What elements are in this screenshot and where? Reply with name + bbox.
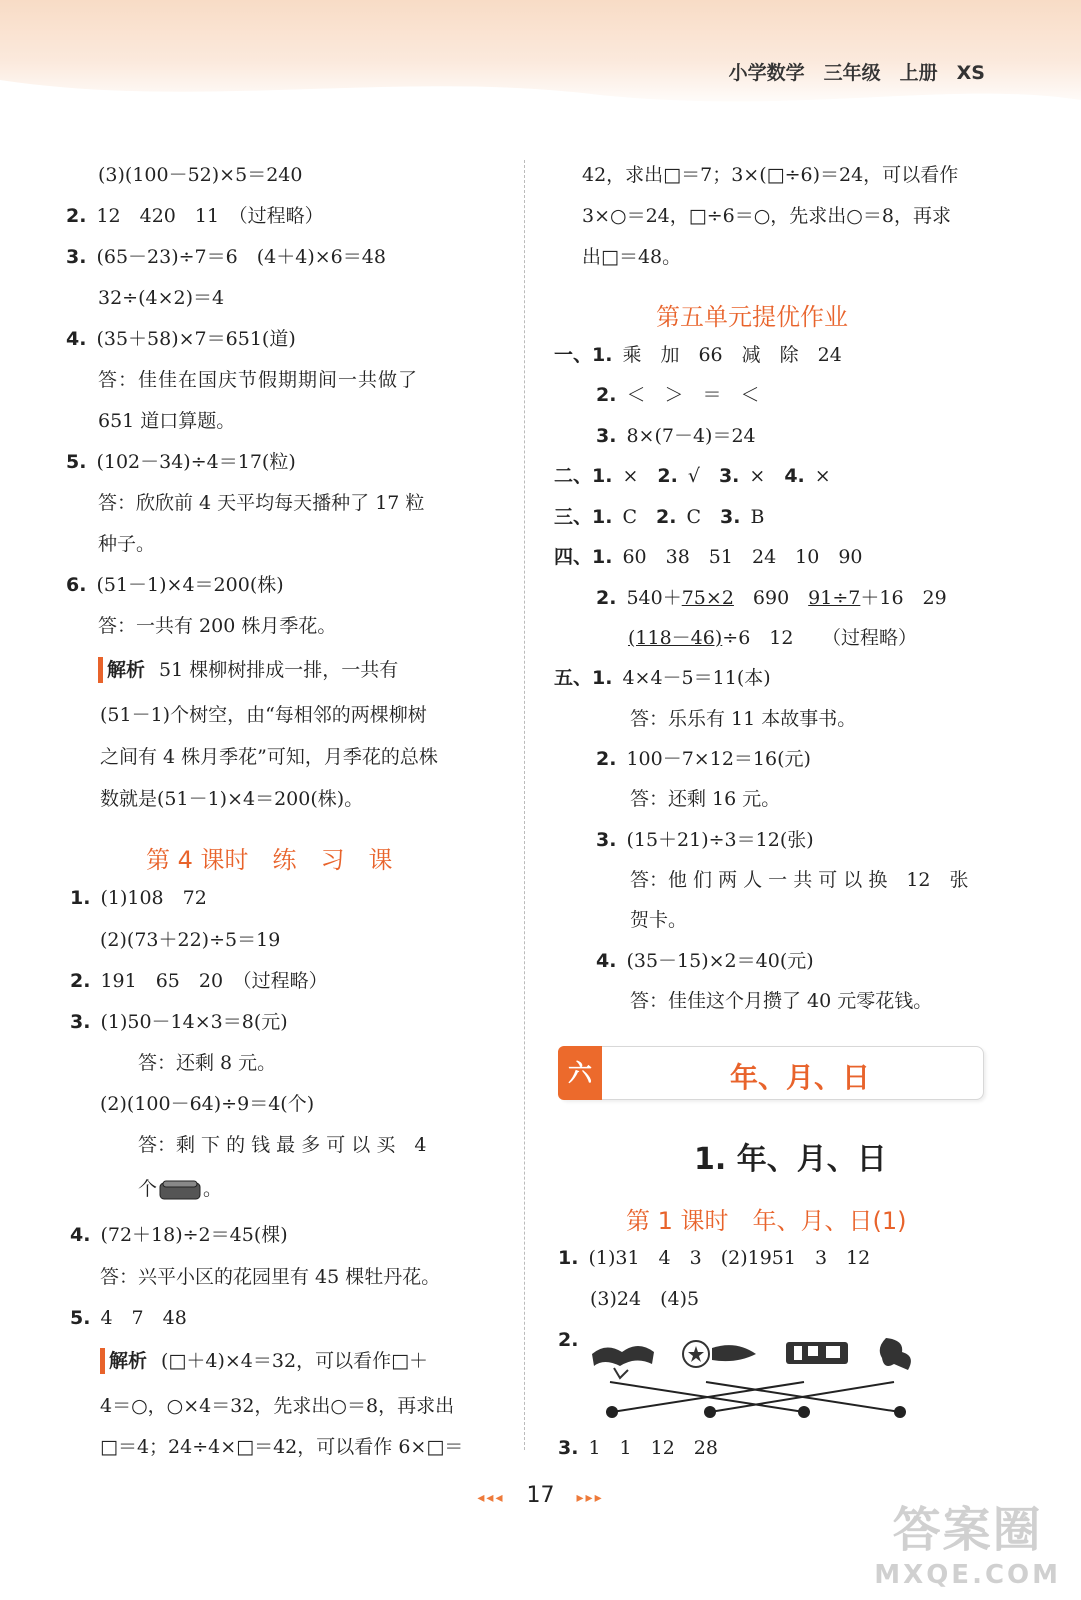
answer-item (66, 203, 324, 229)
answer-item (66, 572, 284, 598)
item-number: 五、1. (554, 667, 613, 689)
item-number: 3. (558, 1437, 579, 1459)
book-header (729, 58, 985, 85)
answer-text: (65－23)÷7＝6 (4＋4)×6＝48 (96, 246, 386, 268)
answer-item (596, 948, 814, 974)
answer-text: (15＋21)÷3＝12(张) (626, 829, 814, 851)
answer-line: 贺卡。 (630, 909, 688, 931)
answer-text: 4×4－5＝11(本) (622, 667, 771, 689)
answer-text: (35－15)×2＝40(元) (626, 950, 814, 972)
unit-title: 年、月、日 (730, 1061, 871, 1094)
answer-line: 答：一共有 200 株月季花。 (98, 615, 337, 637)
header-subject: 小学数学 (728, 62, 805, 84)
analysis-tag: 解析 (98, 657, 145, 683)
answer-text: × (749, 465, 785, 487)
lesson-heading: 第 1 课时 年、月、日(1) (626, 1207, 907, 1235)
item-number: 3. (596, 425, 617, 447)
answer-item (554, 665, 771, 691)
answer-item (66, 449, 296, 475)
analysis-text: 数就是(51－1)×4＝200(株)。 (100, 788, 364, 810)
analysis-text: 之间有 4 株月季花”可知，月季花的总株 (100, 746, 438, 768)
item-number: 1. (558, 1247, 579, 1269)
answer-item (70, 1305, 187, 1331)
answer-text: × (622, 465, 658, 487)
festival-logo-4 (880, 1338, 911, 1370)
pencil-case-icon (157, 1177, 203, 1203)
answer-text: 乘 加 66 减 除 24 (622, 344, 842, 366)
answer-text: 191 65 20 （过程略） (100, 970, 328, 992)
answer-item (70, 1222, 288, 1248)
answer-text: ＋16 29 (860, 587, 947, 609)
answer-text: √ (687, 465, 719, 487)
item-number: 3. (720, 506, 741, 528)
unit-number-badge: 六 (558, 1046, 602, 1100)
item-number: 2. (558, 1329, 579, 1351)
item-number: 3. (66, 246, 87, 268)
item-number: 2. (656, 506, 677, 528)
item-number: 2. (70, 970, 91, 992)
answer-item (558, 1327, 588, 1353)
answer-line: 答：还剩 16 元。 (630, 788, 781, 810)
item-number: 三、1. (554, 506, 613, 528)
answer-item (596, 585, 947, 611)
answer-line: 答：乐乐有 11 本故事书。 (630, 708, 857, 730)
analysis-text: (51－1)个树空，由“每相邻的两棵柳树 (100, 704, 427, 726)
watermark-top: 答案圈 (892, 1502, 1043, 1558)
column-divider (524, 160, 525, 1450)
right-arrows-icon: ▸▸▸ (576, 1490, 604, 1506)
underlined-step: 91÷7 (808, 587, 861, 609)
analysis-text: 3×○＝24，□÷6＝○，先求出○＝8，再求 (582, 205, 951, 227)
answer-line: 答：他 们 两 人 一 共 可 以 换 12 张 (630, 869, 969, 891)
item-number: 一、1. (554, 344, 613, 366)
match-dot (798, 1406, 810, 1418)
answer-text: B (750, 506, 765, 528)
analysis-block (100, 1348, 428, 1374)
answer-item (558, 1435, 718, 1461)
lesson-heading: 第 4 课时 练 习 课 (146, 846, 393, 874)
match-dot (606, 1406, 618, 1418)
answer-text: 。 (203, 1178, 223, 1200)
answer-line: 答：剩 下 的 钱 最 多 可 以 买 4 (138, 1134, 427, 1156)
answer-text: (1)108 72 (100, 887, 207, 909)
answer-text: 8×(7－4)＝24 (626, 425, 756, 447)
answer-line: (3)24 (4)5 (590, 1288, 700, 1310)
answer-line: 32÷(4×2)＝4 (98, 287, 225, 309)
analysis-tag: 解析 (100, 1348, 147, 1374)
item-number: 二、1. (554, 465, 613, 487)
answer-text: 690 (733, 587, 809, 609)
festival-logo-1 (592, 1346, 654, 1378)
header-volume: 上册 (899, 62, 938, 84)
matching-diagram (586, 1330, 926, 1430)
item-number: 5. (66, 451, 87, 473)
answer-text: (35＋58)×7＝651(道) (96, 328, 296, 350)
answer-item (70, 885, 207, 911)
item-number: 2. (596, 384, 617, 406)
item-number: 四、1. (554, 546, 613, 568)
answer-text: ＜ ＞ ＝ ＜ (626, 384, 760, 406)
item-number: 5. (70, 1307, 91, 1329)
header-edition: XS (956, 62, 985, 84)
answer-text: 540＋ (626, 587, 682, 609)
answer-item (66, 244, 386, 270)
answer-text: ÷6 12 （过程略） (722, 627, 917, 649)
answer-line (138, 1176, 222, 1203)
header-banner (0, 0, 1081, 110)
analysis-block (98, 657, 398, 683)
answer-text: 1 1 12 28 (588, 1437, 718, 1459)
answer-line: 答：还剩 8 元。 (138, 1052, 277, 1074)
answer-item (70, 968, 328, 994)
answer-line (628, 625, 917, 651)
answer-line: (2)(73＋22)÷5＝19 (100, 929, 281, 951)
answer-text: (1)50－14×3＝8(元) (100, 1011, 288, 1033)
analysis-text: (□＋4)×4＝32，可以看作□＋ (161, 1350, 429, 1372)
answer-line: 答：欣欣前 4 天平均每天播种了 17 粒 (98, 492, 425, 514)
answer-text: 100－7×12＝16(元) (626, 748, 811, 770)
left-arrows-icon: ◂◂◂ (477, 1490, 505, 1506)
answer-line: 答：兴平小区的花园里有 45 棵牡丹花。 (100, 1266, 441, 1288)
item-number: 2. (596, 587, 617, 609)
match-dot (894, 1406, 906, 1418)
item-number: 2. (657, 465, 678, 487)
answer-text: (51－1)×4＝200(株) (96, 574, 284, 596)
answer-text: 60 38 51 24 10 90 (622, 546, 863, 568)
answer-item (554, 544, 863, 570)
answer-line: (2)(100－64)÷9＝4(个) (100, 1093, 315, 1115)
answer-line: 651 道口算题。 (98, 410, 236, 432)
analysis-text: 42，求出□＝7；3×(□÷6)＝24，可以看作 (582, 164, 959, 186)
answer-text: × (814, 465, 831, 487)
analysis-text: 4＝○，○×4＝32，先求出○＝8，再求出 (100, 1395, 455, 1417)
answer-item (558, 1245, 870, 1271)
answer-text: C (686, 506, 720, 528)
answer-item (554, 504, 764, 530)
item-number: 2. (66, 205, 87, 227)
answer-text: 4 7 48 (100, 1307, 187, 1329)
answer-text: (72＋18)÷2＝45(棵) (100, 1224, 288, 1246)
analysis-text: 51 棵柳树排成一排，一共有 (159, 659, 399, 681)
answer-line: (3)(100－52)×5＝240 (98, 164, 303, 186)
answer-item (596, 423, 756, 449)
item-number: 3. (718, 465, 740, 487)
analysis-text: 出□＝48。 (582, 246, 682, 268)
item-number: 4. (784, 465, 805, 487)
festival-logo-2 (683, 1341, 756, 1367)
underlined-step: (118－46) (628, 627, 723, 649)
item-number: 3. (596, 829, 617, 851)
answer-item (596, 827, 814, 853)
answer-item (554, 463, 831, 489)
item-number: 4. (70, 1224, 91, 1246)
item-number: 2. (596, 748, 617, 770)
answer-line: 种子。 (98, 533, 156, 555)
underlined-step: 75×2 (681, 587, 734, 609)
answer-text: C (622, 506, 656, 528)
answer-text: (1)31 4 3 (2)1951 3 12 (588, 1247, 871, 1269)
header-grade: 三年级 (823, 62, 881, 84)
analysis-text: □＝4；24÷4×□＝42，可以看作 6×□＝ (100, 1436, 464, 1458)
answer-line: 答：佳佳在国庆节假期期间一共做了 (98, 369, 419, 391)
item-number: 1. (70, 887, 91, 909)
festival-logo-3 (786, 1342, 848, 1364)
answer-item (596, 746, 811, 772)
answer-item (66, 326, 296, 352)
item-number: 3. (70, 1011, 91, 1033)
answer-item (596, 382, 759, 408)
page-number-text: 17 (526, 1483, 555, 1508)
item-number: 4. (596, 950, 617, 972)
watermark (874, 1491, 1061, 1590)
answer-text: 个 (138, 1178, 158, 1200)
answer-item (70, 1009, 288, 1035)
watermark-bottom: MXQE.COM (874, 1560, 1061, 1590)
answer-text: 12 420 11 （过程略） (96, 205, 324, 227)
answer-text: (102－34)÷4＝17(粒) (96, 451, 296, 473)
match-dot (704, 1406, 716, 1418)
section-title: 1. 年、月、日 (694, 1142, 887, 1177)
item-number: 6. (66, 574, 87, 596)
unit-assignment-heading: 第五单元提优作业 (656, 303, 848, 331)
answer-line: 答：佳佳这个月攒了 40 元零花钱。 (630, 990, 933, 1012)
answer-item (554, 342, 842, 368)
item-number: 4. (66, 328, 87, 350)
